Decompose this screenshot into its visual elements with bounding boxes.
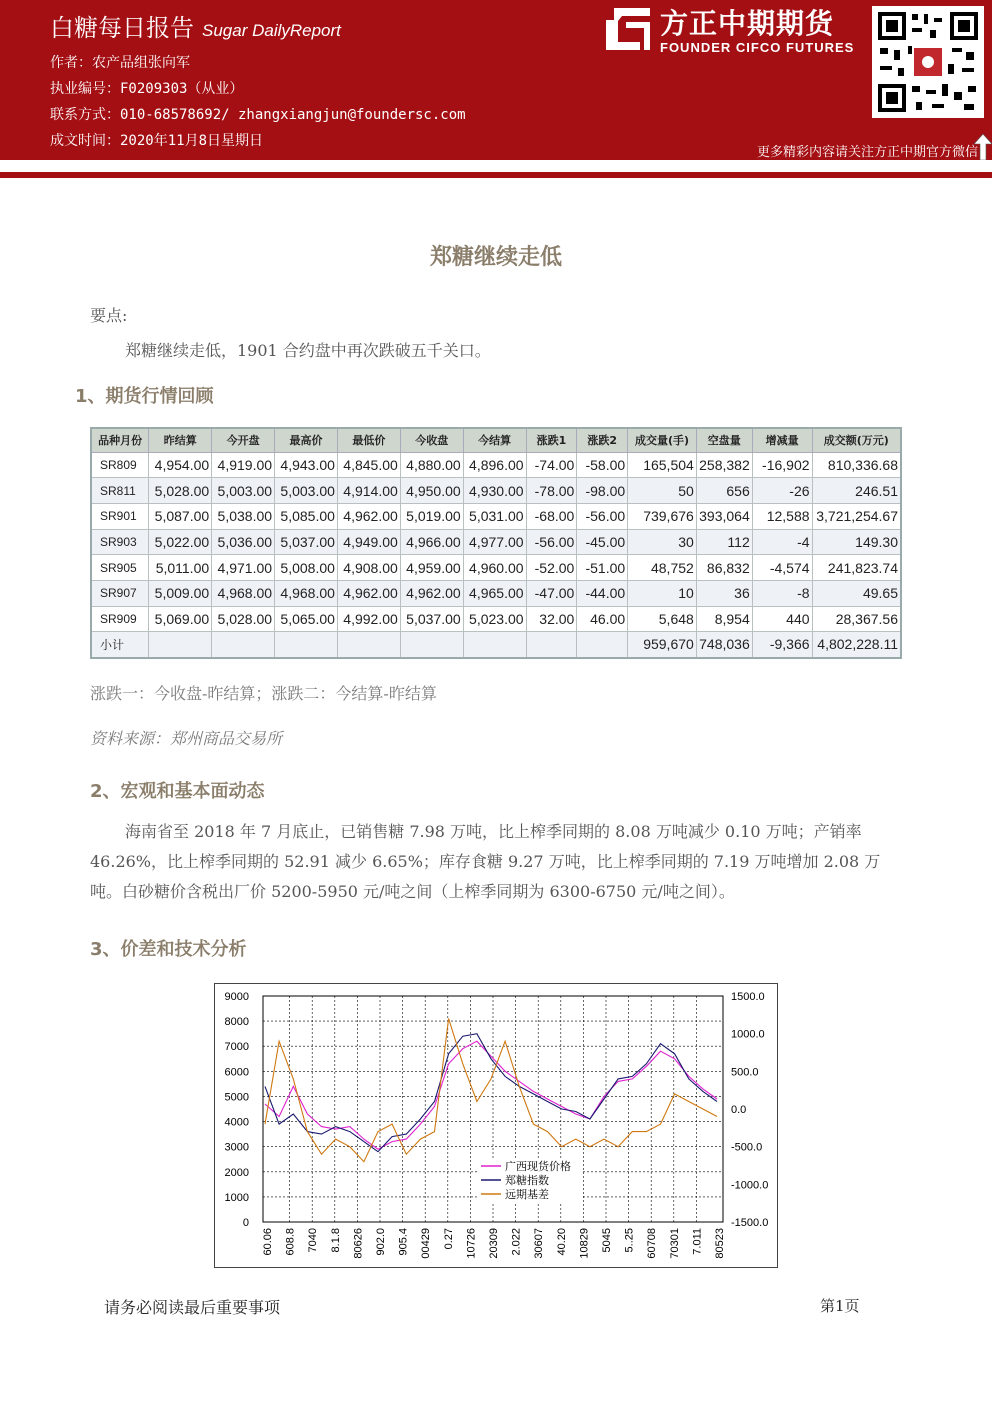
contract-cell: SR907 [91, 580, 149, 606]
y-right-tick-label: 500.0 [731, 1066, 759, 1079]
points-text: 郑糖继续走低，1901 合约盘中再次跌破五千关口。 [125, 341, 491, 360]
legend-label: 广西现货价格 [505, 1160, 571, 1173]
value-cell [212, 632, 275, 658]
value-cell: 4,968.00 [275, 580, 338, 606]
x-tick-label: 40.20 [555, 1228, 568, 1256]
y-left-tick-label: 0 [242, 1217, 249, 1229]
value-cell: 5,037.00 [400, 606, 463, 632]
value-cell: 5,085.00 [275, 503, 338, 529]
table-header-row [91, 428, 901, 452]
document-title: 郑糖继续走低 [429, 245, 562, 270]
report-subtitle: Sugar DailyReport [202, 21, 341, 40]
value-cell [400, 632, 463, 658]
value-cell: -74.00 [526, 452, 577, 478]
section-heading-3: 3、价差和技术分析 [90, 939, 247, 960]
value-cell: 5,003.00 [212, 478, 275, 504]
basis-chart-frame [214, 983, 778, 1268]
value-cell: 5,028.00 [212, 606, 275, 632]
x-tick-label: 00429 [420, 1228, 433, 1259]
value-cell: 748,036 [696, 632, 752, 658]
column-header: 最高价 [275, 428, 338, 452]
column-header: 今开盘 [212, 428, 275, 452]
value-cell: 165,504 [628, 452, 697, 478]
value-cell: 5,069.00 [149, 606, 212, 632]
y-left-tick-label: 3000 [224, 1141, 249, 1154]
section-heading-1: 1、期货行情回顾 [75, 386, 214, 407]
up-arrow-icon [974, 134, 992, 160]
x-tick-label: 2.022 [510, 1228, 523, 1256]
value-cell: 810,336.68 [812, 452, 901, 478]
value-cell: -8 [752, 580, 812, 606]
qr-code-icon [872, 6, 984, 118]
value-cell: 440 [752, 606, 812, 632]
x-tick-label: 80626 [352, 1228, 365, 1259]
value-cell: 4,802,228.11 [812, 632, 901, 658]
value-cell: 4,930.00 [463, 478, 526, 504]
value-cell: 5,648 [628, 606, 697, 632]
value-cell: -58.00 [577, 452, 628, 478]
value-cell: 4,845.00 [337, 452, 400, 478]
column-header: 今收盘 [400, 428, 463, 452]
x-tick-label: 10829 [578, 1228, 591, 1259]
column-header: 增减量 [752, 428, 812, 452]
y-left-tick-label: 7000 [224, 1041, 249, 1054]
value-cell: -68.00 [526, 503, 577, 529]
value-cell: 3,721,254.67 [812, 503, 901, 529]
value-cell: -16,902 [752, 452, 812, 478]
y-right-tick-label: 1500.0 [731, 991, 765, 1003]
report-header [0, 0, 992, 160]
value-cell: 5,037.00 [275, 529, 338, 555]
value-cell: 149.30 [812, 529, 901, 555]
value-cell [337, 632, 400, 658]
value-cell: 49.65 [812, 580, 901, 606]
value-cell: 4,966.00 [400, 529, 463, 555]
column-header: 成交量(手) [628, 428, 697, 452]
value-cell: 4,954.00 [149, 452, 212, 478]
value-cell: -26 [752, 478, 812, 504]
value-cell: 4,962.00 [400, 580, 463, 606]
para2-line2: 46.26%，比上榨季同期的 52.91 减少 6.65%；库存食糖 9.27 万吨，比上榨季同期的 7.19 万吨增加 2.08 万 [90, 852, 881, 871]
value-cell: 46.00 [577, 606, 628, 632]
value-cell: 4,965.00 [463, 580, 526, 606]
y-left-tick-label: 9000 [224, 991, 249, 1003]
value-cell: 246.51 [812, 478, 901, 504]
header-divider [0, 160, 992, 178]
x-tick-label: 7.011 [691, 1228, 704, 1255]
value-cell: -56.00 [526, 529, 577, 555]
x-tick-label: 902.0 [375, 1228, 387, 1256]
value-cell: 5,023.00 [463, 606, 526, 632]
contract-cell: SR903 [91, 529, 149, 555]
value-cell: 5,009.00 [149, 580, 212, 606]
value-cell: 4,992.00 [337, 606, 400, 632]
series-line [265, 1034, 717, 1152]
x-tick-label: 70301 [668, 1228, 681, 1259]
value-cell: 393,064 [696, 503, 752, 529]
legend-label: 郑糖指数 [505, 1174, 549, 1187]
x-tick-label: 10726 [465, 1228, 478, 1259]
value-cell: 258,382 [696, 452, 752, 478]
date-line: 成文时间：2020年11月8日星期日 [50, 133, 264, 149]
value-cell: 656 [696, 478, 752, 504]
futures-quote-table [90, 427, 902, 659]
company-logo-icon [604, 6, 652, 52]
y-right-tick-label: 0.0 [731, 1104, 747, 1116]
value-cell: 4,880.00 [400, 452, 463, 478]
x-tick-label: 0.27 [442, 1228, 455, 1250]
value-cell: 5,011.00 [149, 555, 212, 581]
value-cell: 4,896.00 [463, 452, 526, 478]
x-tick-label: 20309 [488, 1228, 500, 1259]
x-tick-label: 8.1.8 [329, 1228, 342, 1253]
table-row [91, 503, 901, 529]
value-cell [463, 632, 526, 658]
column-header: 今结算 [463, 428, 526, 452]
company-name-en: FOUNDER CIFCO FUTURES [660, 40, 855, 55]
value-cell: 5,008.00 [275, 555, 338, 581]
y-left-tick-label: 2000 [224, 1166, 249, 1179]
x-tick-label: 60708 [646, 1228, 659, 1259]
y-left-tick-label: 8000 [224, 1016, 249, 1029]
x-tick-label: 5..25 [623, 1228, 636, 1253]
follow-wechat-text: 更多精彩内容请关注方正中期官方微信 [756, 145, 978, 160]
value-cell: 4,959.00 [400, 555, 463, 581]
value-cell: 8,954 [696, 606, 752, 632]
x-tick-label: 60.06 [262, 1228, 274, 1256]
value-cell: 36 [696, 580, 752, 606]
x-tick-label: 5045 [601, 1228, 613, 1253]
value-cell: -78.00 [526, 478, 577, 504]
y-left-tick-label: 5000 [224, 1091, 249, 1104]
value-cell: 5,031.00 [463, 503, 526, 529]
table-row [91, 606, 901, 632]
value-cell: 4,950.00 [400, 478, 463, 504]
value-cell: -45.00 [577, 529, 628, 555]
contact-line: 联系方式：010-68578692/ zhangxiangjun@foundersc.com [50, 107, 466, 123]
contract-cell: SR909 [91, 606, 149, 632]
footer-notice: 请务必阅读最后重要事项 [104, 1298, 281, 1317]
value-cell: 5,036.00 [212, 529, 275, 555]
value-cell: 12,588 [752, 503, 812, 529]
table-row [91, 632, 901, 658]
value-cell: -47.00 [526, 580, 577, 606]
value-cell: 4,919.00 [212, 452, 275, 478]
value-cell: -4 [752, 529, 812, 555]
page-number: 第1页 [820, 1297, 860, 1315]
column-header: 涨跌2 [577, 428, 628, 452]
contract-cell: SR811 [91, 478, 149, 504]
company-name-cn: 方正中期期货 [660, 7, 835, 40]
x-tick-label: 30607 [533, 1228, 546, 1259]
table-body [91, 452, 901, 658]
value-cell [577, 632, 628, 658]
value-cell: 30 [628, 529, 697, 555]
value-cell: 4,977.00 [463, 529, 526, 555]
value-cell: 5,003.00 [275, 478, 338, 504]
value-cell: -9,366 [752, 632, 812, 658]
value-cell: -51.00 [577, 555, 628, 581]
value-cell: 739,676 [628, 503, 697, 529]
table-row [91, 580, 901, 606]
contract-cell: SR905 [91, 555, 149, 581]
value-cell: 4,914.00 [337, 478, 400, 504]
value-cell: 5,022.00 [149, 529, 212, 555]
data-source: 资料来源：郑州商品交易所 [90, 729, 283, 748]
value-cell: 32.00 [526, 606, 577, 632]
author-line: 作者：农产品组张向军 [50, 55, 190, 71]
report-title: 白糖每日报告 Sugar DailyReport [50, 14, 341, 42]
x-tick-label: 905.4 [397, 1228, 410, 1256]
contract-cell: SR809 [91, 452, 149, 478]
value-cell: 4,968.00 [212, 580, 275, 606]
points-label: 要点: [90, 306, 128, 325]
value-cell: 48,752 [628, 555, 697, 581]
table-row [91, 555, 901, 581]
column-header: 涨跌1 [526, 428, 577, 452]
value-cell: 959,670 [628, 632, 697, 658]
value-cell: 4,908.00 [337, 555, 400, 581]
table-row [91, 478, 901, 504]
basis-chart [215, 984, 779, 1269]
y-left-tick-label: 6000 [224, 1066, 249, 1079]
para2-line3: 吨。白砂糖价含税出厂价 5200-5950 元/吨之间（上榨季同期为 6300-6750 元/吨之间）。 [90, 882, 735, 901]
x-tick-label: 80523 [714, 1228, 726, 1259]
value-cell [149, 632, 212, 658]
value-cell: 4,962.00 [337, 580, 400, 606]
legend-label: 远期基差 [505, 1188, 549, 1201]
license-line: 执业编号：F0209303（从业） [50, 81, 244, 97]
value-cell: 5,019.00 [400, 503, 463, 529]
contract-cell: 小计 [91, 632, 149, 658]
value-cell: 5,028.00 [149, 478, 212, 504]
table-row [91, 452, 901, 478]
value-cell: -4,574 [752, 555, 812, 581]
value-cell: 4,949.00 [337, 529, 400, 555]
column-header: 成交额(万元) [812, 428, 901, 452]
para2-line1: 海南省至 2018 年 7 月底止，已销售糖 7.98 万吨，比上榨季同期的 8.08 万吨减少 0.10 万吨；产销率 [125, 822, 862, 841]
y-right-tick-label: -1500.0 [731, 1217, 769, 1229]
value-cell: 112 [696, 529, 752, 555]
column-header: 昨结算 [149, 428, 212, 452]
y-right-tick-label: -1000.0 [731, 1179, 769, 1192]
value-cell [526, 632, 577, 658]
column-header: 空盘量 [696, 428, 752, 452]
y-right-tick-label: -500.0 [731, 1141, 763, 1154]
value-cell: 50 [628, 478, 697, 504]
value-cell: 5,087.00 [149, 503, 212, 529]
y-left-tick-label: 1000 [224, 1191, 249, 1204]
value-cell: -98.00 [577, 478, 628, 504]
value-cell: 5,065.00 [275, 606, 338, 632]
value-cell: 4,971.00 [212, 555, 275, 581]
value-cell: 86,832 [696, 555, 752, 581]
x-tick-label: 608.8 [284, 1228, 297, 1256]
value-cell: 10 [628, 580, 697, 606]
table-row [91, 529, 901, 555]
value-cell: 4,962.00 [337, 503, 400, 529]
change-note: 涨跌一：今收盘-昨结算；涨跌二：今结算-昨结算 [90, 684, 437, 703]
value-cell: -56.00 [577, 503, 628, 529]
value-cell: 28,367.56 [812, 606, 901, 632]
column-header: 品种月份 [91, 428, 149, 452]
y-left-tick-label: 4000 [224, 1116, 249, 1129]
series-line [265, 1019, 717, 1162]
section-heading-2: 2、宏观和基本面动态 [90, 781, 265, 802]
series-line [265, 1041, 717, 1149]
value-cell: 4,943.00 [275, 452, 338, 478]
value-cell: 4,960.00 [463, 555, 526, 581]
contract-cell: SR901 [91, 503, 149, 529]
x-tick-label: 7040 [307, 1228, 320, 1253]
value-cell: -44.00 [577, 580, 628, 606]
value-cell: -52.00 [526, 555, 577, 581]
column-header: 最低价 [337, 428, 400, 452]
value-cell [275, 632, 338, 658]
y-right-tick-label: 1000.0 [731, 1028, 765, 1041]
value-cell: 5,038.00 [212, 503, 275, 529]
value-cell: 241,823.74 [812, 555, 901, 581]
